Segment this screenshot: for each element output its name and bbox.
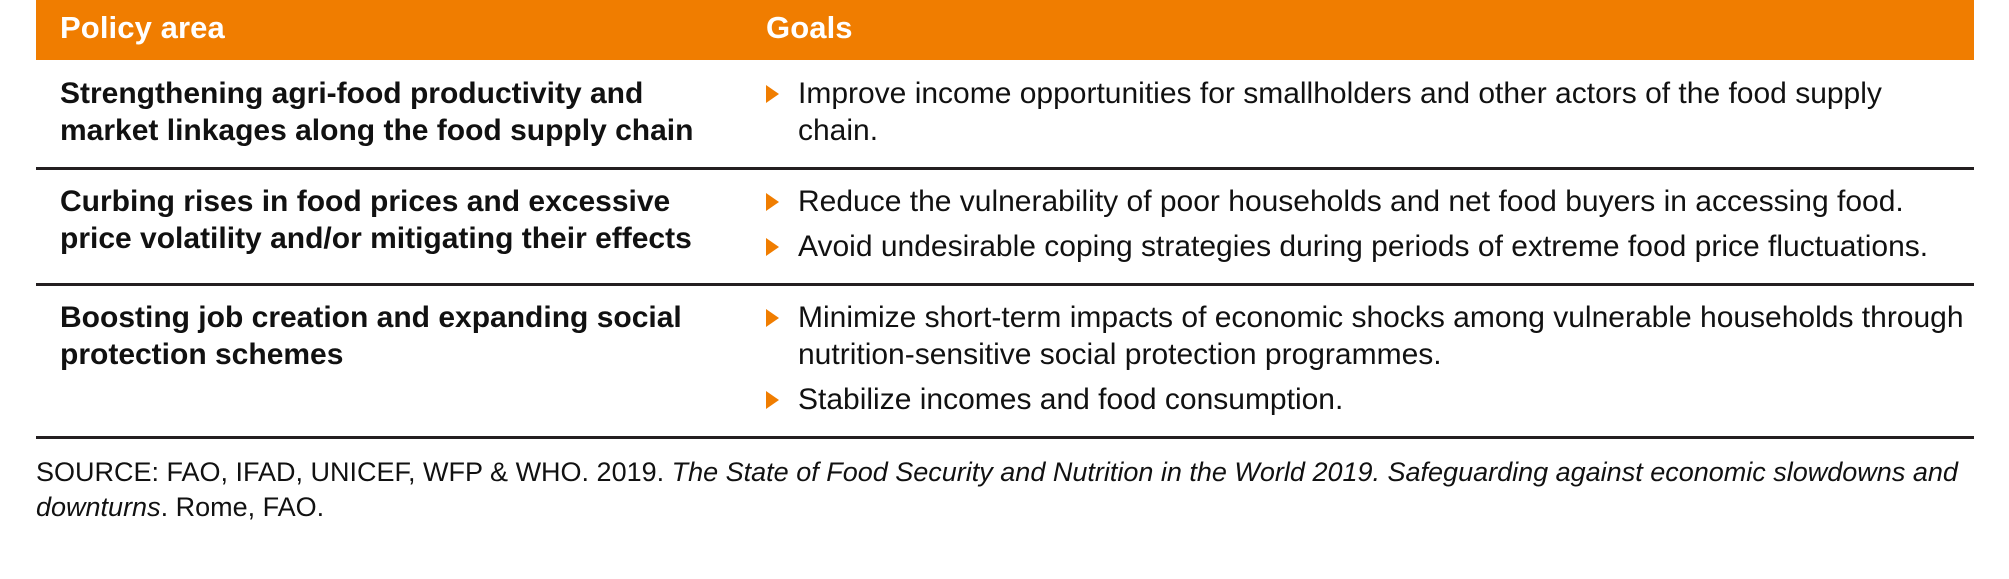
goal-text: Avoid undesirable coping strategies during periods of extreme food price fluctuations.	[798, 229, 1929, 263]
list-item	[766, 382, 1966, 419]
source-note	[36, 455, 1974, 525]
list-item	[766, 184, 1966, 221]
policy-area-cell: Curbing rises in food prices and excessive price volatility and/or mitigating their effects	[36, 169, 736, 285]
triangle-right-icon	[766, 309, 779, 327]
goals-cell	[736, 285, 1974, 438]
goals-cell	[736, 60, 1974, 169]
policy-area-cell: Strengthening agri-food productivity and market linkages along the food supply chain	[36, 60, 736, 169]
source-suffix: . Rome, FAO.	[160, 492, 325, 523]
column-header-goals: Goals	[736, 0, 1974, 60]
list-item	[766, 300, 1966, 373]
triangle-right-icon	[766, 85, 779, 103]
table-header	[36, 0, 1974, 60]
table-body	[36, 60, 1974, 438]
goal-list	[766, 300, 1966, 418]
goal-text: Minimize short-term impacts of economic shocks among vulnerable households through nutrition-sensitive social protection programmes.	[798, 301, 1964, 371]
goal-list	[766, 76, 1966, 149]
goal-text: Improve income opportunities for smallholders and other actors of the food supply chain.	[798, 77, 1882, 147]
table-row	[36, 285, 1974, 438]
triangle-right-icon	[766, 238, 779, 256]
table-header-row	[36, 0, 1974, 60]
column-header-policy-area: Policy area	[36, 0, 736, 60]
source-title: The State of Food Security and Nutrition in the World 2019. Safeguarding against economic slowdowns and downturns	[36, 457, 1958, 523]
list-item	[766, 229, 1966, 266]
goals-cell	[736, 169, 1974, 285]
source-prefix: SOURCE: FAO, IFAD, UNICEF, WFP & WHO. 2019.	[36, 457, 672, 488]
table-row	[36, 169, 1974, 285]
triangle-right-icon	[766, 391, 779, 409]
goal-text: Stabilize incomes and food consumption.	[798, 382, 1344, 416]
goal-text: Reduce the vulnerability of poor households and net food buyers in accessing food.	[798, 185, 1904, 219]
goal-list	[766, 184, 1966, 265]
policy-area-cell: Boosting job creation and expanding social protection schemes	[36, 285, 736, 438]
policy-goals-table	[36, 0, 1974, 439]
list-item	[766, 76, 1966, 149]
triangle-right-icon	[766, 193, 779, 211]
table-row	[36, 60, 1974, 169]
